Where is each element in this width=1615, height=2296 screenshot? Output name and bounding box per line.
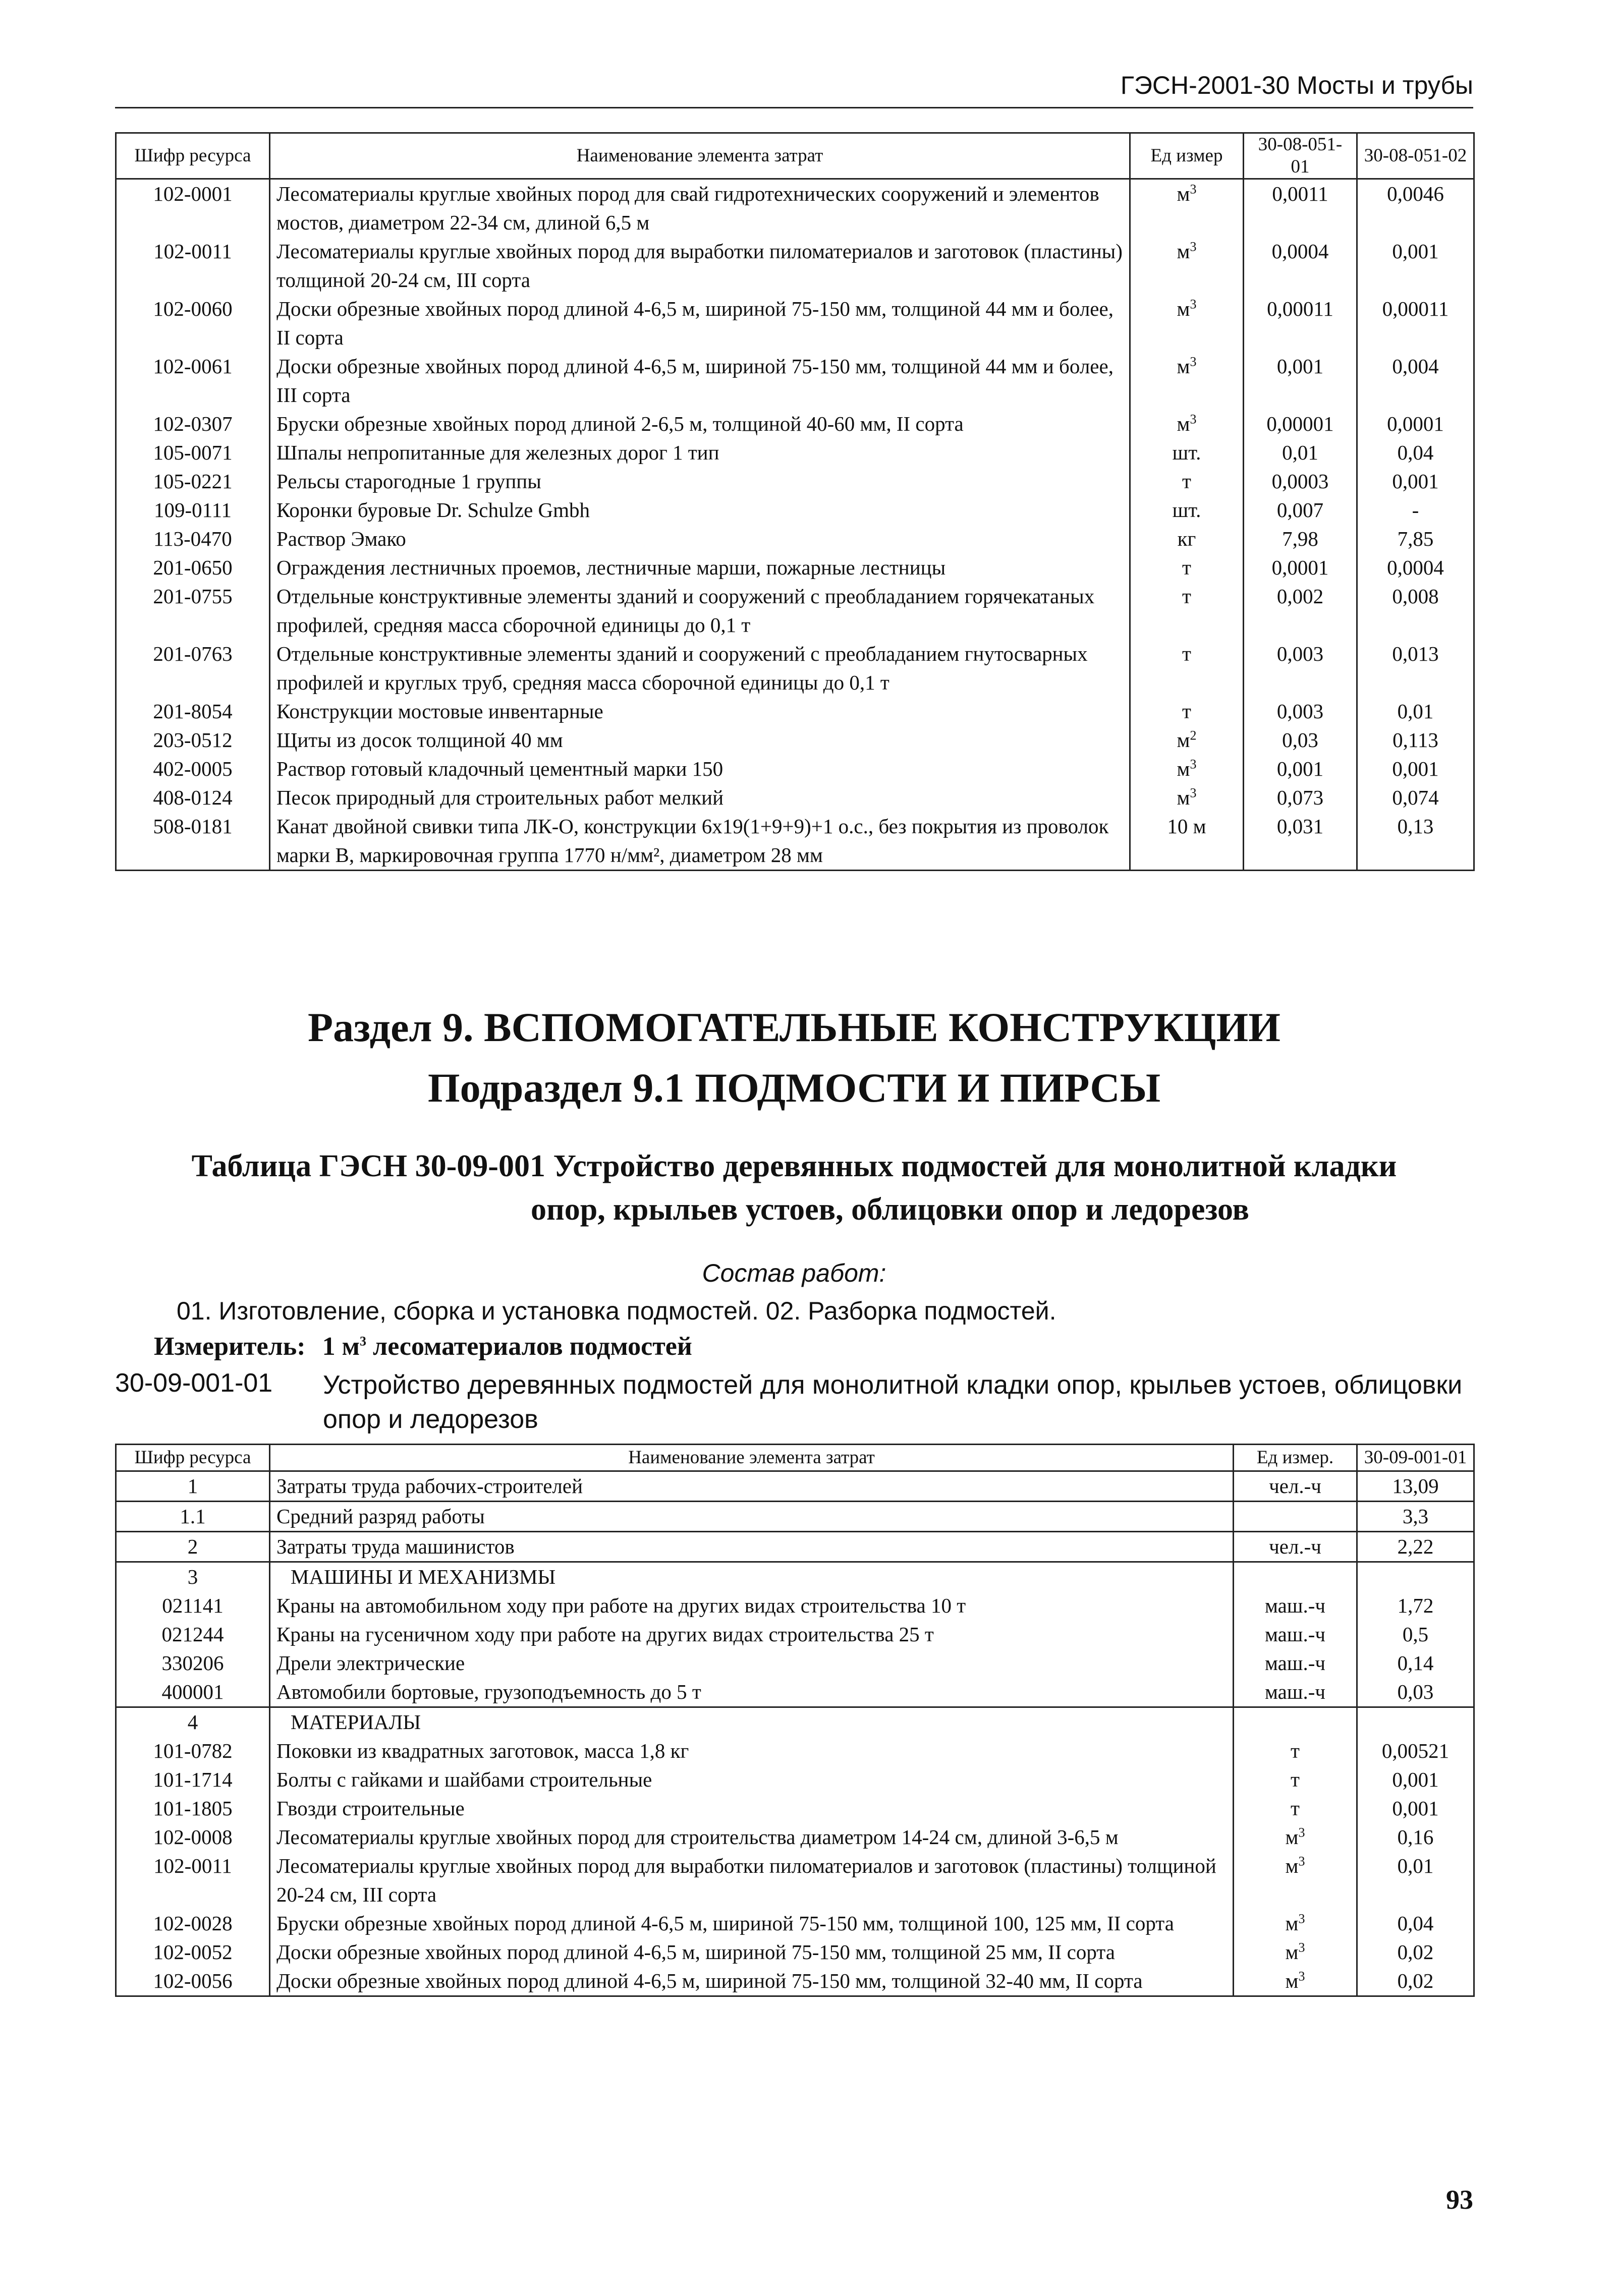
resource-name: Отдельные конструктивные элементы зданий и сооружений с преобладанием гнутосварных профилей и круглых труб, средняя масса сборочной единицы до 0,1 т bbox=[270, 640, 1130, 697]
unit-text: шт. bbox=[1172, 498, 1201, 522]
unit-cell bbox=[1130, 352, 1244, 410]
table-row bbox=[116, 410, 1474, 438]
norm-value-2: 0,00011 bbox=[1357, 295, 1474, 352]
resource-name: Ограждения лестничных проемов, лестничные марши, пожарные лестницы bbox=[270, 553, 1130, 582]
group-heading: МАШИНЫ И МЕХАНИЗМЫ bbox=[270, 1562, 1234, 1592]
norm-value-1: 0,00001 bbox=[1244, 410, 1357, 438]
table-header-row bbox=[116, 1445, 1474, 1471]
unit-cell bbox=[1234, 1909, 1357, 1938]
table-row bbox=[116, 1502, 1474, 1532]
unit-cell bbox=[1234, 1678, 1357, 1707]
resource-code: 508-0181 bbox=[116, 812, 270, 871]
header-rule bbox=[115, 107, 1473, 108]
unit-cell bbox=[1130, 755, 1244, 783]
table-row bbox=[116, 1620, 1474, 1649]
norm-value-1: 0,073 bbox=[1244, 783, 1357, 812]
table-row bbox=[116, 1591, 1474, 1620]
norm-value-2: 0,01 bbox=[1357, 697, 1474, 726]
unit-cell bbox=[1234, 1620, 1357, 1649]
resource-code: 330206 bbox=[116, 1649, 270, 1678]
norm-value-1: 0,003 bbox=[1244, 640, 1357, 697]
unit-text: т bbox=[1182, 700, 1191, 723]
table-row bbox=[116, 237, 1474, 295]
table-row bbox=[116, 1823, 1474, 1852]
table-row bbox=[116, 295, 1474, 352]
unit-cell bbox=[1130, 553, 1244, 582]
resource-name: Доски обрезные хвойных пород длиной 4-6,5 м, шириной 75-150 мм, толщиной 25 мм, II сорта bbox=[270, 1938, 1234, 1967]
table-row bbox=[116, 1678, 1474, 1707]
resource-code: 2 bbox=[116, 1532, 270, 1562]
unit-text: т bbox=[1291, 1768, 1300, 1791]
norm-name: Устройство деревянных подмостей для монолитной кладки опор, крыльев устоев, облицовки опор и ледорезов bbox=[323, 1370, 1463, 1434]
unit-text: 10 м bbox=[1167, 815, 1206, 838]
table-body bbox=[116, 179, 1474, 871]
unit-text: т bbox=[1291, 1739, 1300, 1762]
unit-cell bbox=[1234, 1852, 1357, 1909]
table-row bbox=[116, 582, 1474, 640]
unit-cell bbox=[1130, 237, 1244, 295]
resource-code: 102-0056 bbox=[116, 1967, 270, 1996]
table-row bbox=[116, 1532, 1474, 1562]
resource-code: 1 bbox=[116, 1471, 270, 1502]
resource-name: Бруски обрезные хвойных пород длиной 2-6,5 м, толщиной 40-60 мм, II сорта bbox=[270, 410, 1130, 438]
unit-cell bbox=[1130, 467, 1244, 496]
norm-value-2: 0,008 bbox=[1357, 582, 1474, 640]
norm-value-1: 7,98 bbox=[1244, 525, 1357, 553]
norm-value-2: 0,001 bbox=[1357, 755, 1474, 783]
unit-text: м bbox=[1177, 412, 1190, 435]
unit-cell bbox=[1234, 1938, 1357, 1967]
resource-name: Доски обрезные хвойных пород длиной 4-6,5 м, шириной 75-150 мм, толщиной 44 мм и более, II сорта bbox=[270, 295, 1130, 352]
norm-value-2: 0,013 bbox=[1357, 640, 1474, 697]
norm-value-1: 0,001 bbox=[1357, 1794, 1474, 1823]
unit-exponent: 3 bbox=[1190, 757, 1197, 772]
table-row bbox=[116, 755, 1474, 783]
unit-text: чел.-ч bbox=[1269, 1474, 1321, 1498]
norm-value-2: 0,001 bbox=[1357, 467, 1474, 496]
table-body bbox=[116, 1471, 1474, 1996]
unit-text: т bbox=[1291, 1797, 1300, 1820]
resource-name: Раствор Эмако bbox=[270, 525, 1130, 553]
resource-code: 102-0052 bbox=[116, 1938, 270, 1967]
unit-text: м bbox=[1177, 786, 1190, 809]
resource-code: 1.1 bbox=[116, 1502, 270, 1532]
resource-code: 109-0111 bbox=[116, 496, 270, 525]
table-row bbox=[116, 1562, 1474, 1592]
norm-value-1: 0,00011 bbox=[1244, 295, 1357, 352]
table-row bbox=[116, 179, 1474, 238]
resource-name: Средний разряд работы bbox=[270, 1502, 1234, 1532]
table-row bbox=[116, 553, 1474, 582]
norm-value-2: 0,113 bbox=[1357, 726, 1474, 755]
unit-text: т bbox=[1182, 642, 1191, 665]
norm-value-2: 0,13 bbox=[1357, 812, 1474, 871]
resource-code: 105-0221 bbox=[116, 467, 270, 496]
resource-name: Доски обрезные хвойных пород длиной 4-6,5 м, шириной 75-150 мм, толщиной 32-40 мм, II сорта bbox=[270, 1967, 1234, 1996]
table-row bbox=[116, 1938, 1474, 1967]
page-number: 93 bbox=[1446, 2185, 1473, 2215]
norm-value-1: 0,5 bbox=[1357, 1620, 1474, 1649]
resource-code: 201-0763 bbox=[116, 640, 270, 697]
norm-value-2: 0,004 bbox=[1357, 352, 1474, 410]
resource-name: Доски обрезные хвойных пород длиной 4-6,5 м, шириной 75-150 мм, толщиной 44 мм и более, III сорта bbox=[270, 352, 1130, 410]
work-composition-text: 01. Изготовление, сборка и установка подмостей. 02. Разборка подмостей. bbox=[177, 1297, 1056, 1325]
unit-cell bbox=[1130, 410, 1244, 438]
resource-name: Краны на гусеничном ходу при работе на других видах строительства 25 т bbox=[270, 1620, 1234, 1649]
unit-text: маш.-ч bbox=[1265, 1651, 1325, 1675]
unit-text: м bbox=[1177, 757, 1190, 780]
unit-exponent: 3 bbox=[1298, 1825, 1305, 1840]
norm-value-1: 0,001 bbox=[1357, 1765, 1474, 1794]
unit-exponent: 3 bbox=[1190, 412, 1197, 427]
norm-value-1: 0,007 bbox=[1244, 496, 1357, 525]
table-row bbox=[116, 783, 1474, 812]
unit-cell bbox=[1234, 1967, 1357, 1996]
norm-value-1: 0,03 bbox=[1244, 726, 1357, 755]
resource-name: Лесоматериалы круглые хвойных пород для выработки пиломатериалов и заготовок (пластины) толщиной 20-24 см, III сорта bbox=[270, 1852, 1234, 1909]
table-title-line-1: Таблица ГЭСН 30-09-001 Устройство деревянных подмостей для монолитной кладки bbox=[191, 1149, 1397, 1183]
table-row bbox=[116, 1649, 1474, 1678]
resource-code: 102-0060 bbox=[116, 295, 270, 352]
col-header-code: Шифр ресурса bbox=[116, 1445, 270, 1471]
resource-name: Гвозди строительные bbox=[270, 1794, 1234, 1823]
col-header-unit: Ед измер. bbox=[1234, 1445, 1357, 1471]
norm-value-1: 0,16 bbox=[1357, 1823, 1474, 1852]
resource-code: 201-0650 bbox=[116, 553, 270, 582]
resource-name: Лесоматериалы круглые хвойных пород для свай гидротехнических сооружений и элементов мостов, диаметром 22-34 см, длиной 6,5 м bbox=[270, 179, 1130, 238]
norm-value-2: 0,04 bbox=[1357, 438, 1474, 467]
unit-text: т bbox=[1182, 556, 1191, 579]
norm-value-2: - bbox=[1357, 496, 1474, 525]
measurement-value: 1 м bbox=[322, 1332, 360, 1361]
resource-code: 102-0028 bbox=[116, 1909, 270, 1938]
resource-name: Затраты труда машинистов bbox=[270, 1532, 1234, 1562]
unit-cell bbox=[1130, 525, 1244, 553]
resource-code: 102-0001 bbox=[116, 179, 270, 238]
norm-value-1: 3,3 bbox=[1357, 1502, 1474, 1532]
resource-code: 3 bbox=[116, 1562, 270, 1592]
table-row bbox=[116, 1967, 1474, 1996]
resource-code: 102-0061 bbox=[116, 352, 270, 410]
resource-code: 203-0512 bbox=[116, 726, 270, 755]
unit-text: маш.-ч bbox=[1265, 1680, 1325, 1703]
unit-cell bbox=[1130, 783, 1244, 812]
unit-cell bbox=[1130, 438, 1244, 467]
unit-exponent: 3 bbox=[1190, 297, 1197, 312]
unit-text: м bbox=[1177, 728, 1190, 752]
unit-text: т bbox=[1182, 470, 1191, 493]
resource-name: Канат двойной свивки типа ЛК-О, конструкции 6х19(1+9+9)+1 о.с., без покрытия из проволок марки В, маркировочная группа 1770 н/мм², диаметром 28 мм bbox=[270, 812, 1130, 871]
norm-value-2: 0,0004 bbox=[1357, 553, 1474, 582]
table-row bbox=[116, 1852, 1474, 1909]
unit-cell bbox=[1130, 295, 1244, 352]
resource-name: Конструкции мостовые инвентарные bbox=[270, 697, 1130, 726]
unit-cell bbox=[1234, 1591, 1357, 1620]
unit-cell bbox=[1234, 1649, 1357, 1678]
resource-name: Щиты из досок толщиной 40 мм bbox=[270, 726, 1130, 755]
unit-text: м bbox=[1285, 1940, 1299, 1964]
norm-value-1: 1,72 bbox=[1357, 1591, 1474, 1620]
group-heading: МАТЕРИАЛЫ bbox=[270, 1707, 1234, 1737]
unit-exponent: 3 bbox=[1298, 1969, 1305, 1984]
resource-code: 021141 bbox=[116, 1591, 270, 1620]
norm-value-1 bbox=[1357, 1707, 1474, 1737]
norm-value-1: 0,03 bbox=[1357, 1678, 1474, 1707]
measurement-value-post: лесоматериалов подмостей bbox=[366, 1332, 692, 1361]
unit-exponent: 3 bbox=[1298, 1911, 1305, 1926]
resource-code: 102-0011 bbox=[116, 1852, 270, 1909]
norm-value-1: 0,01 bbox=[1357, 1852, 1474, 1909]
resource-code: 201-8054 bbox=[116, 697, 270, 726]
unit-text: шт. bbox=[1172, 441, 1201, 464]
norm-value-1 bbox=[1357, 1562, 1474, 1592]
unit-text: м bbox=[1285, 1854, 1299, 1877]
resource-name: Лесоматериалы круглые хвойных пород для строительства диаметром 14-24 см, длиной 3-6,5 м bbox=[270, 1823, 1234, 1852]
unit-cell bbox=[1234, 1823, 1357, 1852]
resource-code: 400001 bbox=[116, 1678, 270, 1707]
unit-text: маш.-ч bbox=[1265, 1594, 1325, 1617]
unit-cell bbox=[1234, 1737, 1357, 1765]
norm-value-1: 0,003 bbox=[1244, 697, 1357, 726]
resource-name: Рельсы старогодные 1 группы bbox=[270, 467, 1130, 496]
norm-value-1: 0,0011 bbox=[1244, 179, 1357, 238]
resources-table-1 bbox=[115, 132, 1475, 871]
norm-value-1: 0,02 bbox=[1357, 1967, 1474, 1996]
table-title-line-2: опор, крыльев устоев, облицовки опор и ледорезов bbox=[531, 1192, 1249, 1227]
unit-exponent: 3 bbox=[1190, 785, 1197, 800]
col-header-norm-1: 30-08-051-01 bbox=[1244, 133, 1357, 179]
resources-table-2 bbox=[115, 1444, 1475, 1997]
unit-text: м bbox=[1177, 297, 1190, 320]
resource-code: 101-1714 bbox=[116, 1765, 270, 1794]
norm-value-1: 0,14 bbox=[1357, 1649, 1474, 1678]
resource-name: Лесоматериалы круглые хвойных пород для выработки пиломатериалов и заготовок (пластины) толщиной 20-24 см, III сорта bbox=[270, 237, 1130, 295]
unit-cell bbox=[1234, 1707, 1357, 1737]
col-header-name: Наименование элемента затрат bbox=[270, 133, 1130, 179]
norm-code: 30-09-001-01 bbox=[115, 1368, 273, 1398]
resource-code: 4 bbox=[116, 1707, 270, 1737]
unit-text: чел.-ч bbox=[1269, 1535, 1321, 1558]
resource-name: Автомобили бортовые, грузоподъемность до 5 т bbox=[270, 1678, 1234, 1707]
unit-cell bbox=[1234, 1471, 1357, 1502]
col-header-norm-1: 30-09-001-01 bbox=[1357, 1445, 1474, 1471]
resource-name: Песок природный для строительных работ мелкий bbox=[270, 783, 1130, 812]
unit-cell bbox=[1234, 1794, 1357, 1823]
resource-code: 102-0011 bbox=[116, 237, 270, 295]
unit-text: м bbox=[1177, 182, 1190, 205]
resource-code: 102-0008 bbox=[116, 1823, 270, 1852]
norm-value-1: 2,22 bbox=[1357, 1532, 1474, 1562]
resource-code: 402-0005 bbox=[116, 755, 270, 783]
measurement-label: Измеритель: bbox=[154, 1332, 306, 1361]
table-row bbox=[116, 1794, 1474, 1823]
resource-name: Шпалы непропитанные для железных дорог 1 тип bbox=[270, 438, 1130, 467]
unit-text: маш.-ч bbox=[1265, 1623, 1325, 1646]
unit-cell bbox=[1130, 582, 1244, 640]
norm-value-1: 0,01 bbox=[1244, 438, 1357, 467]
resource-code: 021244 bbox=[116, 1620, 270, 1649]
table-row bbox=[116, 1707, 1474, 1737]
unit-cell bbox=[1130, 640, 1244, 697]
resource-name: Краны на автомобильном ходу при работе на других видах строительства 10 т bbox=[270, 1591, 1234, 1620]
col-header-unit: Ед измер bbox=[1130, 133, 1244, 179]
table-row bbox=[116, 640, 1474, 697]
unit-text: м bbox=[1285, 1912, 1299, 1935]
col-header-name: Наименование элемента затрат bbox=[270, 1445, 1234, 1471]
unit-exponent: 3 bbox=[1298, 1940, 1305, 1955]
resource-code: 101-1805 bbox=[116, 1794, 270, 1823]
unit-cell bbox=[1234, 1532, 1357, 1562]
table-row bbox=[116, 697, 1474, 726]
norm-value-1: 0,0003 bbox=[1244, 467, 1357, 496]
resource-name: Болты с гайками и шайбами строительные bbox=[270, 1765, 1234, 1794]
table-row bbox=[116, 726, 1474, 755]
section-title: Раздел 9. ВСПОМОГАТЕЛЬНЫЕ КОНСТРУКЦИИ bbox=[308, 1004, 1280, 1050]
norm-value-2: 0,0046 bbox=[1357, 179, 1474, 238]
norm-value-1: 0,00521 bbox=[1357, 1737, 1474, 1765]
table-header-row bbox=[116, 133, 1474, 179]
resource-code: 101-0782 bbox=[116, 1737, 270, 1765]
unit-cell bbox=[1234, 1765, 1357, 1794]
unit-text: м bbox=[1285, 1969, 1299, 1992]
unit-text: м bbox=[1177, 240, 1190, 263]
norm-value-1: 0,04 bbox=[1357, 1909, 1474, 1938]
resource-name: Дрели электрические bbox=[270, 1649, 1234, 1678]
unit-exponent: 3 bbox=[1190, 354, 1197, 369]
norm-value-2: 7,85 bbox=[1357, 525, 1474, 553]
table-row bbox=[116, 352, 1474, 410]
table-row bbox=[116, 496, 1474, 525]
unit-text: кг bbox=[1177, 527, 1196, 550]
unit-cell bbox=[1130, 726, 1244, 755]
norm-value-1: 0,002 bbox=[1244, 582, 1357, 640]
running-header: ГЭСН-2001-30 Мосты и трубы bbox=[1120, 71, 1473, 99]
unit-cell bbox=[1130, 697, 1244, 726]
table-row bbox=[116, 467, 1474, 496]
unit-cell bbox=[1234, 1562, 1357, 1592]
resource-name: Поковки из квадратных заготовок, масса 1,8 кг bbox=[270, 1737, 1234, 1765]
resource-name: Коронки буровые Dr. Schulze Gmbh bbox=[270, 496, 1130, 525]
resource-name: Раствор готовый кладочный цементный марки 150 bbox=[270, 755, 1130, 783]
measurement-unit bbox=[154, 1332, 692, 1361]
table-row bbox=[116, 1909, 1474, 1938]
unit-cell bbox=[1130, 179, 1244, 238]
table-row bbox=[116, 438, 1474, 467]
table-row bbox=[116, 1765, 1474, 1794]
norm-value-1: 0,001 bbox=[1244, 352, 1357, 410]
unit-cell bbox=[1130, 812, 1244, 871]
resource-code: 102-0307 bbox=[116, 410, 270, 438]
table-row bbox=[116, 812, 1474, 871]
norm-value-2: 0,0001 bbox=[1357, 410, 1474, 438]
resource-code: 113-0470 bbox=[116, 525, 270, 553]
table-row bbox=[116, 1737, 1474, 1765]
norm-value-1: 0,0001 bbox=[1244, 553, 1357, 582]
norm-value-2: 0,001 bbox=[1357, 237, 1474, 295]
unit-text: м bbox=[1177, 355, 1190, 378]
resource-name: Отдельные конструктивные элементы зданий и сооружений с преобладанием горячекатаных профилей, средняя масса сборочной единицы до 0,1 т bbox=[270, 582, 1130, 640]
subsection-title: Подраздел 9.1 ПОДМОСТИ И ПИРСЫ bbox=[427, 1065, 1161, 1111]
norm-value-1: 0,001 bbox=[1244, 755, 1357, 783]
resource-code: 105-0071 bbox=[116, 438, 270, 467]
resource-name: Затраты труда рабочих-строителей bbox=[270, 1471, 1234, 1502]
norm-value-1: 13,09 bbox=[1357, 1471, 1474, 1502]
unit-text: т bbox=[1182, 585, 1191, 608]
measurement-sup: 3 bbox=[360, 1334, 367, 1349]
work-composition-heading: Состав работ: bbox=[702, 1259, 886, 1287]
unit-exponent: 2 bbox=[1190, 728, 1197, 743]
col-header-code: Шифр ресурса bbox=[116, 133, 270, 179]
unit-text: м bbox=[1285, 1825, 1299, 1849]
norm-value-1: 0,02 bbox=[1357, 1938, 1474, 1967]
col-header-norm-2: 30-08-051-02 bbox=[1357, 133, 1474, 179]
unit-exponent: 3 bbox=[1190, 239, 1197, 254]
table-row bbox=[116, 525, 1474, 553]
unit-cell bbox=[1234, 1502, 1357, 1532]
resource-code: 408-0124 bbox=[116, 783, 270, 812]
norm-value-2: 0,074 bbox=[1357, 783, 1474, 812]
resource-code: 201-0755 bbox=[116, 582, 270, 640]
norm-value-1: 0,0004 bbox=[1244, 237, 1357, 295]
unit-cell bbox=[1130, 496, 1244, 525]
table-row bbox=[116, 1471, 1474, 1502]
resource-name: Бруски обрезные хвойных пород длиной 4-6,5 м, шириной 75-150 мм, толщиной 100, 125 мм, II сорта bbox=[270, 1909, 1234, 1938]
unit-exponent: 3 bbox=[1190, 182, 1197, 197]
norm-value-1: 0,031 bbox=[1244, 812, 1357, 871]
unit-exponent: 3 bbox=[1298, 1854, 1305, 1869]
